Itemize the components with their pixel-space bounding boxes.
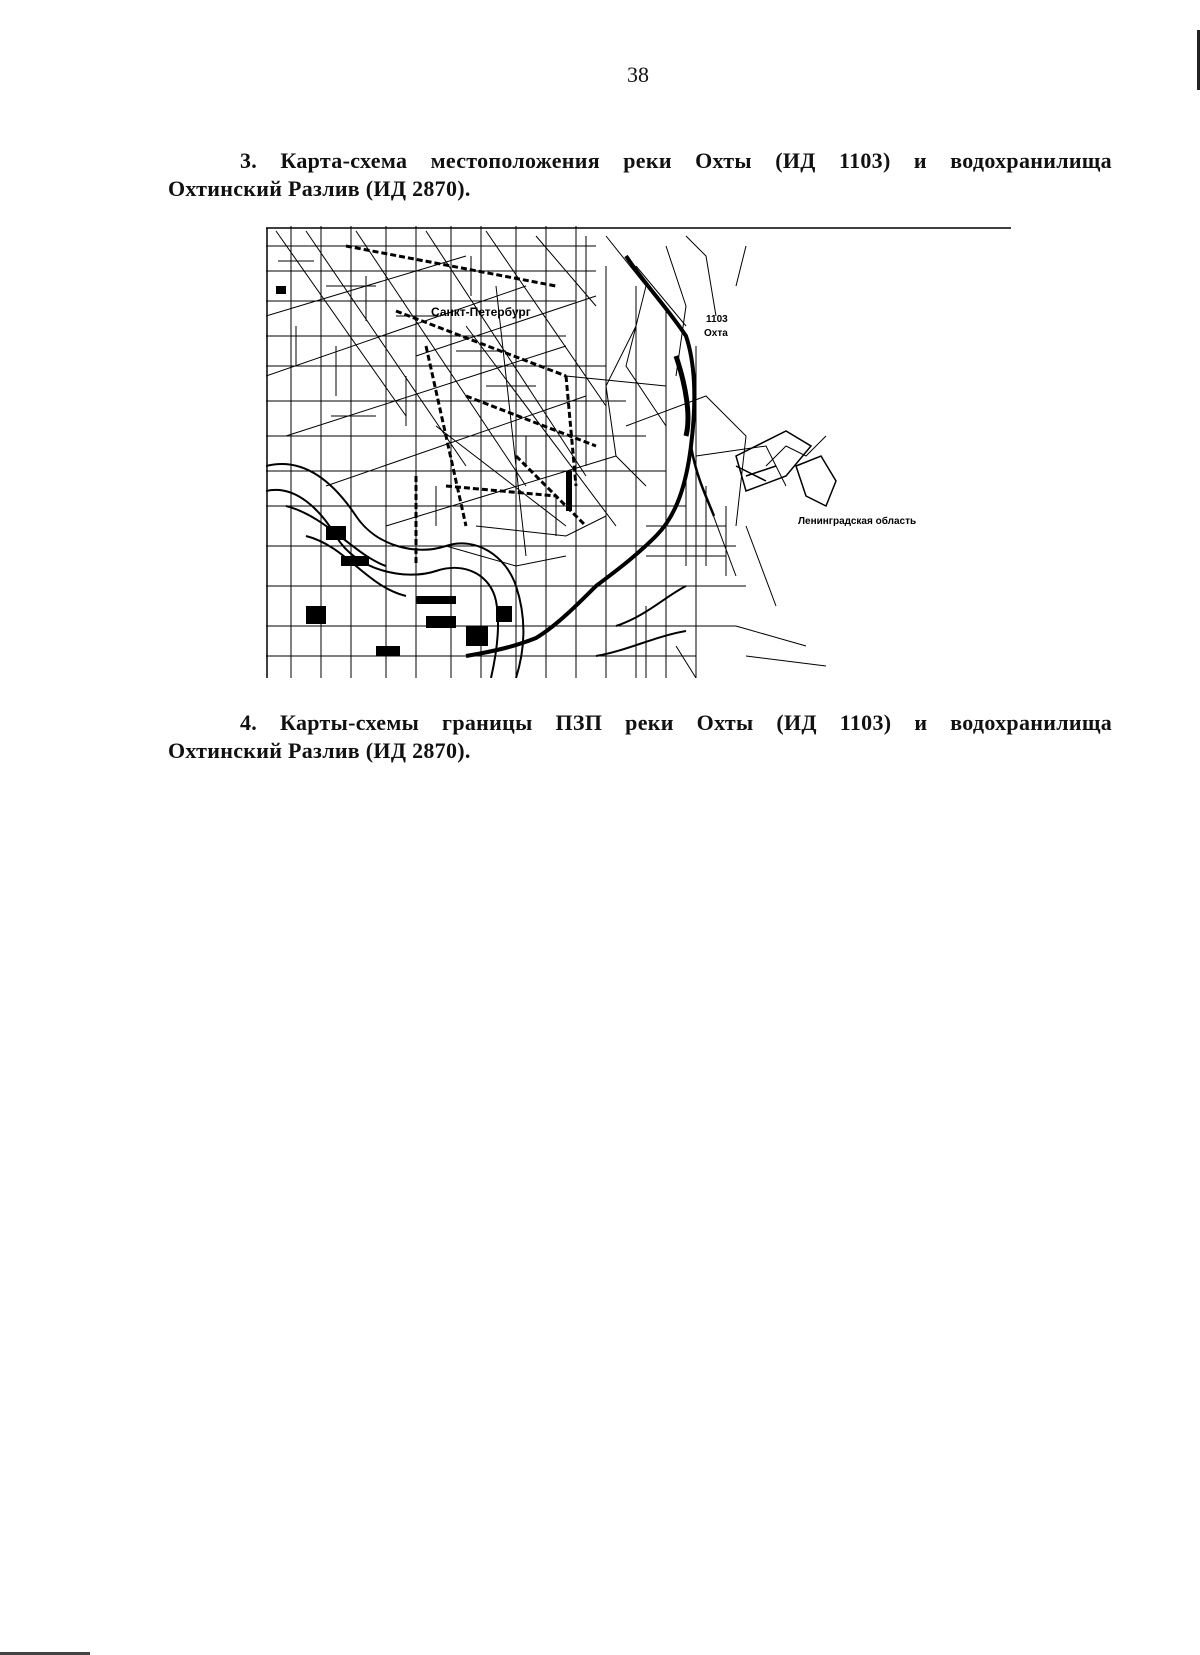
- section-4-caption-line-1: 4. Карты-схемы границы ПЗП реки Охты (ИД 1103) и водохранилища: [240, 710, 1112, 735]
- river-id-label: 1103: [706, 314, 728, 325]
- page-number: 38: [627, 62, 649, 87]
- section-3-caption: [168, 147, 1112, 203]
- section-3-caption-line-2: Охтинский Разлив (ИД 2870).: [168, 176, 471, 201]
- river-name-label: Охта: [704, 328, 728, 339]
- section-4-caption-line-2: Охтинский Разлив (ИД 2870).: [168, 738, 471, 763]
- section-4-caption: [168, 709, 1112, 765]
- city-label: Санкт-Петербург: [431, 305, 531, 319]
- location-map: [266, 226, 1012, 678]
- section-3-caption-line-1: 3. Карта-схема местоположения реки Охты (ИД 1103) и водохранилища: [240, 148, 1112, 173]
- east-street-grid: [606, 236, 826, 678]
- region-label: Ленинградская область: [798, 516, 917, 527]
- okhta-razliv-reservoir: [736, 431, 836, 506]
